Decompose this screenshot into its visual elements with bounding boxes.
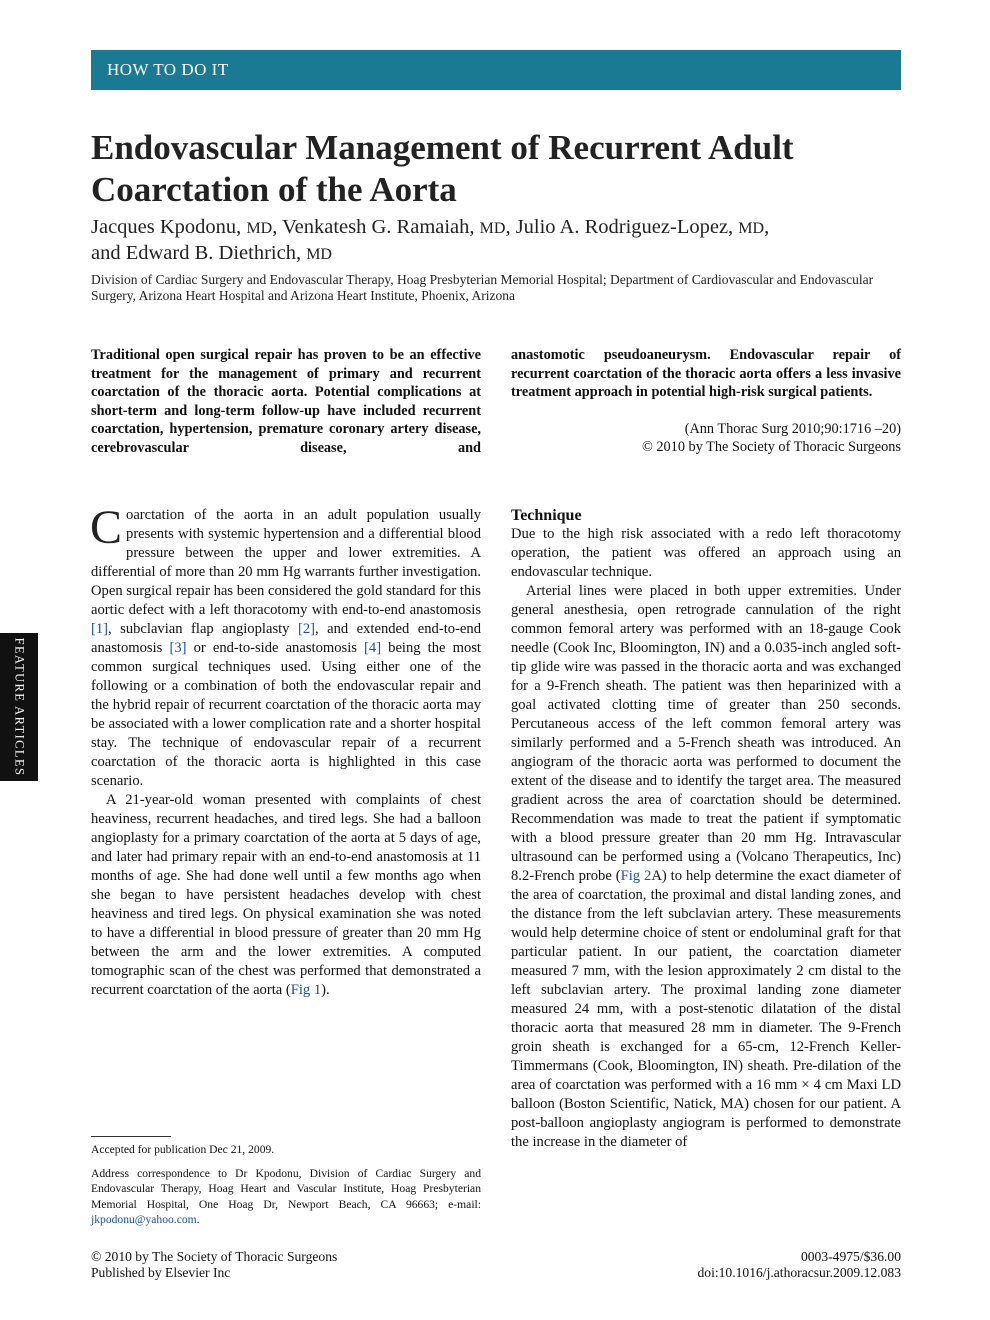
- feature-articles-tab: [0, 633, 38, 781]
- body-column-left: [90, 501, 482, 1000]
- correspondence-note: Address correspondence to Dr Kpodonu, Division of Cardiac Surgery and Endovascular Therapy, Hoag Heart and Vascular Institute, Hoag Presbyterian Memorial Hospital, One Hoag Dr, Newport Beach, CA 96663; e-mail: jkpodonu@yahoo.com.: [91, 1166, 481, 1226]
- body-paragraph: Arterial lines were placed in both upper extremities. Under general anesthesia, open retrograde cannulation of the right common femoral artery was performed with an 18-gauge Cook needle (Cook Inc, Bloomington, IN) and a 0.035-inch angled soft-tip glide wire was passed in the thoracic aorta and was exchanged for a 9-French sheath. The patient was then heparinized with a goal activated clotting time of greater than 250 seconds. Percutaneous access of the left common femoral artery was similarly performed and a 5-French sheath was introduced. An angiogram of the thoracic aorta was performed to document the extent of the disease and to identify the target area. The measured gradient across the area of coarctation should be determined. Recommendation was made to treat the patient if symptomatic with a blood pressure greater than 20 mm Hg. Intravascular ultrasound can be performed using a (Volcano Therapeutics, Inc) 8.2-French probe (Fig 2A) to help determine the exact diameter of the area of coarctation, the proximal and distal landing zones, and the distance from the left subclavian artery. These measurements would help determine choice of stent or endoluminal graft for that particular patient. In our patient, the coarctation diameter measured 7 mm, with the lesion approximately 2 cm distal to the left subclavian artery. The proximal landing zone diameter measured 24 mm, with a post-stenotic dilatation of the distal thoracic aorta that measured 28 mm in diameter. The 9-French groin sheath is exchanged for a 65-cm, 12-French Keller-Timmermans (Cook, Bloomington, IN) sheath. Pre-dilation of the area of coarctation was performed with a 16 mm × 4 cm Maxi LD balloon (Boston Scientific, Natick, MA) chosen for our patient. A post-balloon angioplasty angiogram is performed to demonstrate the increase in the diameter of: [511, 583, 901, 1150]
- body-paragraph: Due to the high risk associated with a redo left thoracotomy operation, the patient was offered an approach using an endovascular technique.: [511, 526, 901, 580]
- drop-cap: C: [90, 501, 123, 554]
- reference-link[interactable]: [4]: [364, 640, 382, 656]
- author-degree: MD: [306, 246, 332, 263]
- section-banner: [91, 50, 901, 90]
- author-degree: MD: [479, 220, 506, 237]
- footer-left: [91, 1249, 337, 1281]
- abstract-right: anastomotic pseudoaneurysm. Endovascular repair of recurrent coarctation of the thoracic aorta offers a less invasive treatment approach in potential high-risk surgical patients.: [511, 347, 901, 400]
- reference-link[interactable]: [2]: [297, 621, 315, 637]
- email-link[interactable]: jkpodonu@yahoo.com: [91, 1213, 197, 1226]
- body-paragraph: A 21-year-old woman presented with complaints of chest heaviness, recurrent headaches, and tired legs. She had a balloon angioplasty for a primary coarctation of the aorta at 5 days of age, and later had primary repair with an end-to-end anastomosis at 11 months of age. She had done well until a few months ago when she began to have persistent headaches develop with chest heaviness and tired legs. On physical examination she was noted to have a differential in blood pressure of greater than 20 mm Hg between the arm and the lower extremities. A computed tomographic scan of the chest was performed that demonstrated a recurrent coarctation of the aorta (Fig 1).: [91, 792, 481, 998]
- footer-copyright: © 2010 by The Society of Thoracic Surgeons: [91, 1249, 338, 1264]
- author-list: Jacques Kpodonu, MD, Venkatesh G. Ramaiah, MD, Julio A. Rodriguez-Lopez, MD, and Edward B. Diethrich, MD: [91, 216, 770, 264]
- body-column-right: [511, 506, 901, 1152]
- accepted-note: Accepted for publication Dec 21, 2009.: [91, 1143, 275, 1156]
- footnote-rule: [91, 1136, 171, 1137]
- footer-publisher: Published by Elsevier Inc: [91, 1265, 231, 1280]
- article-title: Endovascular Management of Recurrent Adult Coarctation of the Aorta: [91, 128, 794, 209]
- author-name: Jacques Kpodonu,: [91, 216, 242, 238]
- author-degree: MD: [246, 220, 273, 237]
- side-tab-label: FEATURE ARTICLES: [12, 637, 27, 777]
- reference-link[interactable]: [3]: [169, 640, 187, 656]
- author-name: Venkatesh G. Ramaiah,: [282, 216, 475, 238]
- author-name: and Edward B. Diethrich,: [91, 242, 302, 264]
- author-degree: MD: [738, 220, 765, 237]
- abstract-copyright: © 2010 by The Society of Thoracic Surgeons: [641, 439, 901, 455]
- footer-right: [697, 1249, 901, 1281]
- affiliation: Division of Cardiac Surgery and Endovascular Therapy, Hoag Presbyterian Memorial Hospital; Department of Cardiovascular and Endovascular Surgery, Arizona Heart Hospital and Arizona Heart Institute, Phoenix, Arizona: [91, 272, 874, 303]
- figure-link[interactable]: Fig 2: [620, 868, 652, 884]
- reference-link[interactable]: [1]: [91, 621, 109, 637]
- journal-citation: (Ann Thorac Surg 2010;90:1716 –20): [684, 421, 901, 437]
- body-paragraph: Coarctation of the aorta in an adult population usually presents with systemic hypertension and a differential blood pressure between the upper and lower extremities. A differential of more than 20 mm Hg warrants further investigation. Open surgical repair has been considered the gold standard for this aortic defect with a left thoracotomy with end-to-end anastomosis [1], subclavian flap angioplasty [2], and extended end-to-end anastomosis [3] or end-to-side anastomosis [4] being the most common surgical techniques used. Using either one of the following or a combination of both the endovascular repair and the hybrid repair of recurrent coarctation of the thoracic aorta may be associated with a lower complication rate and a shorter hospital stay. The technique of endovascular repair of a recurrent coarctation of the thoracic aorta is highlighted in this case scenario.: [90, 501, 482, 789]
- section-heading: Technique: [511, 507, 582, 524]
- author-name: Julio A. Rodriguez-Lopez,: [515, 216, 734, 238]
- figure-link[interactable]: Fig 1: [290, 982, 322, 998]
- footer-issn: 0003-4975/$36.00: [800, 1249, 901, 1264]
- footnotes: [91, 1142, 481, 1228]
- abstract-left: Traditional open surgical repair has proven to be an effective treatment for the management of primary and recurrent coarctation of the thoracic aorta. Potential complications at short-term and long-term follow-up have included recurrent coarctation, hypertension, premature coronary artery disease, cerebrovascular disease, and: [91, 347, 481, 456]
- section-label: HOW TO DO IT: [107, 60, 229, 79]
- footer-doi: doi:10.1016/j.athoracsur.2009.12.083: [697, 1265, 901, 1280]
